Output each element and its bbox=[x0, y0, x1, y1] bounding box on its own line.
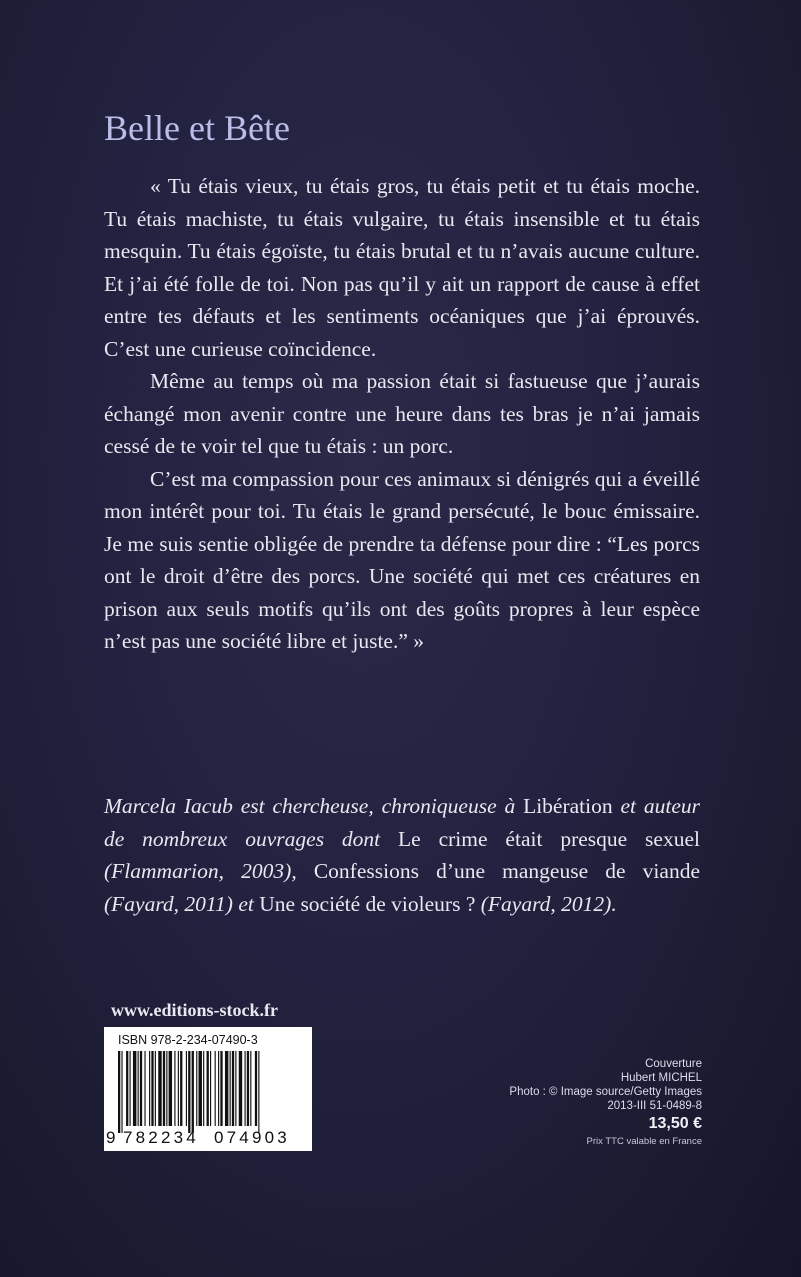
barcode-bar bbox=[258, 1051, 259, 1133]
barcode-bar bbox=[230, 1051, 231, 1126]
barcode-bar bbox=[174, 1051, 175, 1126]
bio-segment-newspaper: Libération bbox=[523, 794, 613, 818]
barcode-bar bbox=[130, 1051, 131, 1126]
credit-line: Couverture bbox=[645, 1058, 702, 1070]
book-excerpt bbox=[104, 170, 700, 658]
barcode-bar bbox=[239, 1051, 242, 1126]
bio-segment: (Fayard, 2012). bbox=[480, 891, 617, 916]
barcode-left-digits: 782234 bbox=[123, 1128, 199, 1147]
price-note: Prix TTC valable en France bbox=[586, 1136, 702, 1147]
barcode-bar bbox=[188, 1051, 190, 1133]
barcode-bar bbox=[180, 1051, 182, 1126]
barcode-bar bbox=[196, 1051, 197, 1126]
bio-segment: (Fayard, 2011) et bbox=[104, 891, 254, 916]
cover-credits bbox=[430, 1057, 702, 1150]
barcode-bar bbox=[155, 1051, 156, 1126]
barcode-bar bbox=[218, 1051, 219, 1126]
barcode-bar bbox=[163, 1051, 165, 1126]
barcode-bar bbox=[203, 1051, 204, 1126]
excerpt-paragraph-1: « Tu étais vieux, tu étais gros, tu étais petit et tu étais moche. Tu étais machiste, tu étais vulgaire, tu étais insensible et tu étais mesquin. Tu étais égoïste, tu étais brutal et tu n’avais aucune culture. Et j’ai été folle de toi. Non pas qu’il y ait un rapport de cause à effet entre tes défauts et les sentiments océaniques que j’ai éprouvés. C’est une curieuse coïncidence. bbox=[104, 174, 700, 361]
barcode-bar bbox=[225, 1051, 228, 1126]
barcode-bar bbox=[144, 1051, 145, 1126]
barcode-bar bbox=[126, 1051, 128, 1126]
barcode-bar bbox=[207, 1051, 209, 1126]
barcode-bar bbox=[133, 1051, 136, 1126]
credit-line: 2013-III 51-0489-8 bbox=[607, 1100, 702, 1112]
barcode-bar bbox=[151, 1051, 153, 1126]
bio-segment-book-title: Confessions d’une mangeuse de viande bbox=[296, 859, 700, 883]
barcode-bar bbox=[178, 1051, 179, 1126]
isbn-barcode-block bbox=[104, 1027, 312, 1151]
barcode-bar bbox=[220, 1051, 222, 1126]
excerpt-paragraph-2: Même au temps où ma passion était si fastueuse que j’aurais échangé mon avenir contre une heure dans tes bras je n’ai jamais cessé de te voir tel que tu étais : un porc. bbox=[104, 369, 700, 458]
price: 13,50 € bbox=[648, 1115, 702, 1132]
barcode-bar bbox=[215, 1051, 216, 1126]
barcode-bar bbox=[192, 1051, 194, 1133]
barcode-bar bbox=[250, 1051, 251, 1126]
bio-segment: Marcela Iacub est chercheuse, chroniqueuse à bbox=[104, 794, 524, 818]
barcode-bar bbox=[232, 1051, 234, 1126]
barcode-bar bbox=[199, 1051, 202, 1126]
barcode-bar bbox=[158, 1051, 161, 1126]
excerpt-paragraph-3: C’est ma compassion pour ces animaux si dénigrés qui a éveillé mon intérêt pour toi. Tu étais le grand persécuté, le bouc émissaire. Je me suis sentie obligée de prendre ta défense pour dire : “Les porcs ont le droit d’être des porcs. Une société qui met ces créatures en prison aux seuls motifs qu’ils ont des goûts propres à leur espèce n’est pas une société libre et juste.” » bbox=[104, 466, 700, 653]
barcode-first-digit: 9 bbox=[106, 1128, 116, 1147]
book-title: Belle et Bête bbox=[104, 108, 290, 148]
bio-segment: et auteur de nombreux ouvrages dont bbox=[104, 794, 701, 851]
isbn-label: ISBN 978-2-234-07490-3 bbox=[118, 1033, 258, 1047]
credit-line: Hubert MICHEL bbox=[620, 1072, 702, 1084]
publisher-website: www.editions-stock.fr bbox=[111, 1000, 278, 1020]
bio-segment-book-title: Une société de violeurs ? bbox=[253, 891, 481, 916]
bio-segment: (Flammarion, 2003), bbox=[104, 859, 297, 883]
barcode-bar bbox=[255, 1051, 257, 1126]
barcode-bar bbox=[210, 1051, 211, 1126]
credit-line: Photo : © Image source/Getty Images bbox=[509, 1086, 702, 1098]
barcode-bar bbox=[235, 1051, 236, 1126]
author-bio bbox=[104, 790, 700, 920]
barcode-bar bbox=[149, 1051, 150, 1126]
barcode-bar bbox=[140, 1051, 142, 1126]
barcode-bar bbox=[166, 1051, 167, 1126]
barcode-bar bbox=[169, 1051, 172, 1126]
barcode-bar bbox=[247, 1051, 249, 1126]
barcode-bar bbox=[121, 1051, 122, 1133]
barcode-bar bbox=[245, 1051, 246, 1126]
bio-segment-book-title: Le crime était presque sexuel bbox=[398, 826, 700, 851]
barcode-bar bbox=[138, 1051, 139, 1126]
barcode-bar bbox=[118, 1051, 120, 1133]
barcode-bar bbox=[186, 1051, 187, 1126]
barcode-right-digits: 074903 bbox=[214, 1128, 290, 1147]
